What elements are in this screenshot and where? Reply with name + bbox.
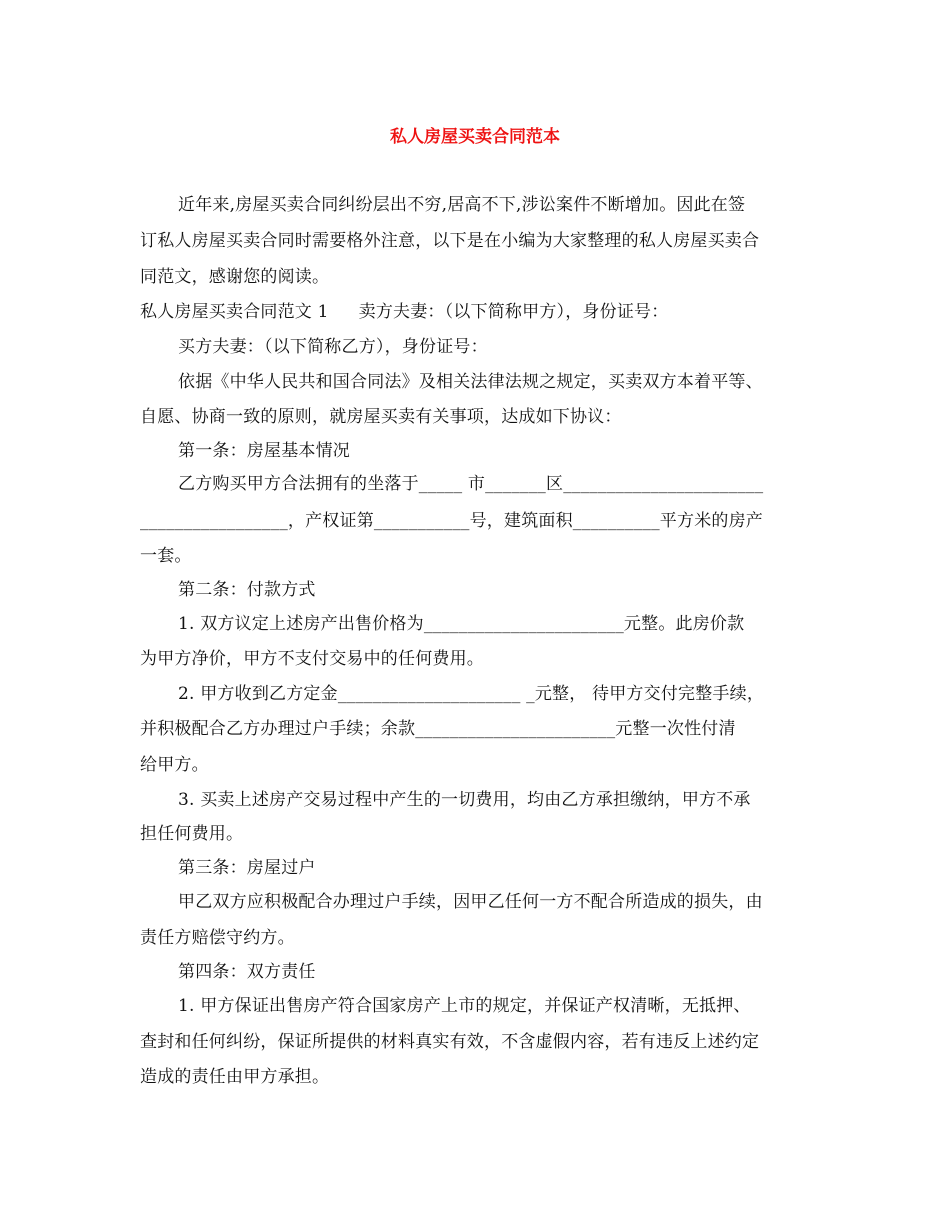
basis-line-1: 依据《中华人民共和国合同法》及相关法律法规之规定，买卖双方本着平等、 — [178, 372, 763, 392]
article-4-item-1-line-2: 查封和任何纠纷，保证所提供的材料真实有效，不含虚假内容，若有违反上述约定 — [140, 1032, 760, 1052]
article-3-line-2: 责任方赔偿守约方。 — [140, 928, 295, 948]
section-heading-line — [140, 300, 830, 324]
article-4-item-1-line-1: 1. 甲方保证出售房产符合国家房产上市的规定，并保证产权清晰，无抵押、 — [178, 996, 751, 1016]
seller-line: 卖方夫妻：（以下简称甲方），身份证号： — [358, 302, 669, 322]
article-2-item-1-line-1: 1. 双方议定上述房产出售价格为_______________________元整。此房价款 — [178, 614, 745, 634]
intro-line-1: 近年来,房屋买卖合同纠纷层出不穷,居高不下,涉讼案件不断增加。因此在签 — [178, 195, 746, 215]
article-2-item-2-line-3: 给甲方。 — [140, 755, 209, 775]
article-2-item-1-line-2: 为甲方净价，甲方不支付交易中的任何费用。 — [140, 649, 484, 669]
intro-line-2: 订私人房屋买卖合同时需要格外注意，以下是在小编为大家整理的私人房屋买卖合 — [140, 231, 760, 251]
article-2-heading: 第二条：付款方式 — [178, 580, 316, 600]
article-2-item-3-line-1: 3. 买卖上述房产交易过程中产生的一切费用，均由乙方承担缴纳，甲方不承 — [178, 790, 751, 810]
document-title: 私人房屋买卖合同范本 — [390, 127, 560, 147]
article-2-item-2-line-2: 并积极配合乙方办理过户手续；余款_______________________元整一次性付清 — [140, 719, 736, 739]
article-2-item-2-line-1: 2. 甲方收到乙方定金_____________________ _元整， 待甲方交付完整手续， — [178, 684, 765, 704]
article-1-heading: 第一条：房屋基本情况 — [178, 441, 350, 461]
article-1-line-3: 一套。 — [140, 546, 192, 566]
article-1-line-1: 乙方购买甲方合法拥有的坐落于_____ 市_______区_______________________ — [178, 474, 764, 494]
buyer-line: 买方夫妻：（以下简称乙方），身份证号： — [178, 337, 488, 357]
basis-line-2: 自愿、协商一致的原则，就房屋买卖有关事项，达成如下协议： — [140, 407, 622, 427]
article-3-line-1: 甲乙双方应积极配合办理过户手续，因甲乙任何一方不配合所造成的损失，由 — [178, 892, 763, 912]
article-2-item-3-line-2: 担任何费用。 — [140, 824, 244, 844]
article-1-line-2: _________________，产权证第___________号，建筑面积__________平方米的房产 — [140, 511, 763, 531]
intro-line-3: 同范文，感谢您的阅读。 — [140, 267, 330, 287]
article-3-heading: 第三条：房屋过户 — [178, 858, 316, 878]
sample-heading: 私人房屋买卖合同范文 1 — [140, 302, 329, 322]
article-4-item-1-line-3: 造成的责任由甲方承担。 — [140, 1067, 330, 1087]
article-4-heading: 第四条：双方责任 — [178, 962, 316, 982]
